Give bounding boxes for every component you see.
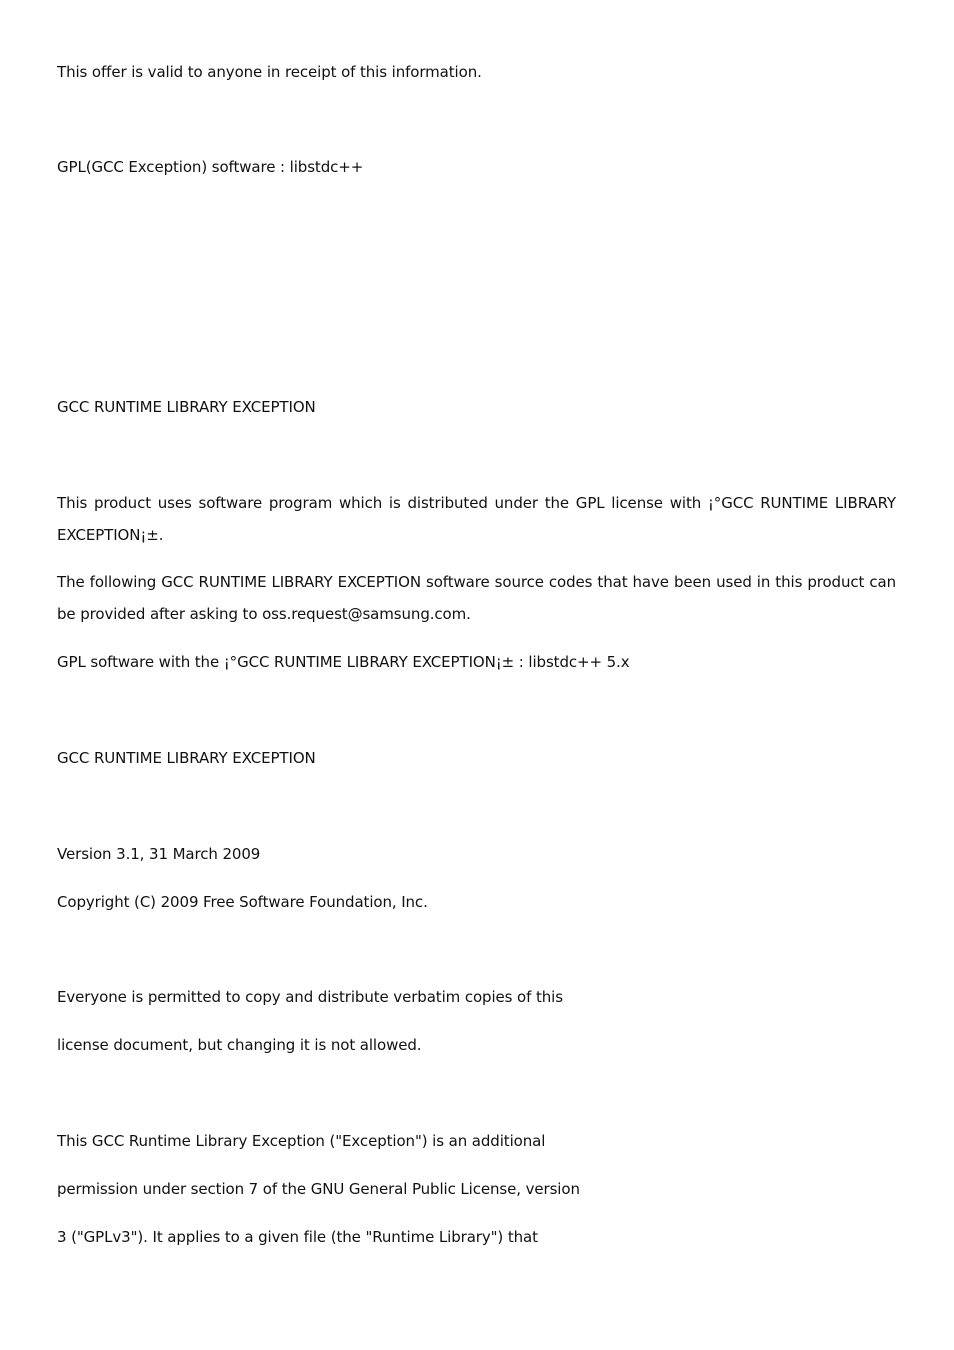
license-title: GCC RUNTIME LIBRARY EXCEPTION bbox=[57, 749, 316, 767]
copyright-line: Copyright (C) 2009 Free Software Foundation, Inc. bbox=[57, 893, 428, 911]
product-uses-paragraph: This product uses software program which is distributed under the GPL license with ¡°GCC RUNTIME LIBRARY EXCEPTION¡±. bbox=[57, 494, 896, 544]
gpl-software-exception-line: GPL software with the ¡°GCC RUNTIME LIBRARY EXCEPTION¡± : libstdc++ 5.x bbox=[57, 653, 630, 671]
exception-text-line-3: 3 ("GPLv3"). It applies to a given file (the "Runtime Library") that bbox=[57, 1228, 538, 1246]
source-code-request-paragraph: The following GCC RUNTIME LIBRARY EXCEPTION software source codes that have been used in this product can be provided after asking to oss.request@samsung.com. bbox=[57, 573, 896, 623]
gpl-gcc-software-line: GPL(GCC Exception) software : libstdc++ bbox=[57, 158, 364, 176]
exception-text-line-2: permission under section 7 of the GNU General Public License, version bbox=[57, 1180, 580, 1198]
section-heading-runtime-exception: GCC RUNTIME LIBRARY EXCEPTION bbox=[57, 398, 316, 416]
exception-text-line-1: This GCC Runtime Library Exception ("Exception") is an additional bbox=[57, 1132, 546, 1150]
permission-line-2: license document, but changing it is not allowed. bbox=[57, 1036, 422, 1054]
offer-text: This offer is valid to anyone in receipt of this information. bbox=[57, 63, 482, 81]
permission-line-1: Everyone is permitted to copy and distribute verbatim copies of this bbox=[57, 988, 563, 1006]
version-line: Version 3.1, 31 March 2009 bbox=[57, 845, 261, 863]
